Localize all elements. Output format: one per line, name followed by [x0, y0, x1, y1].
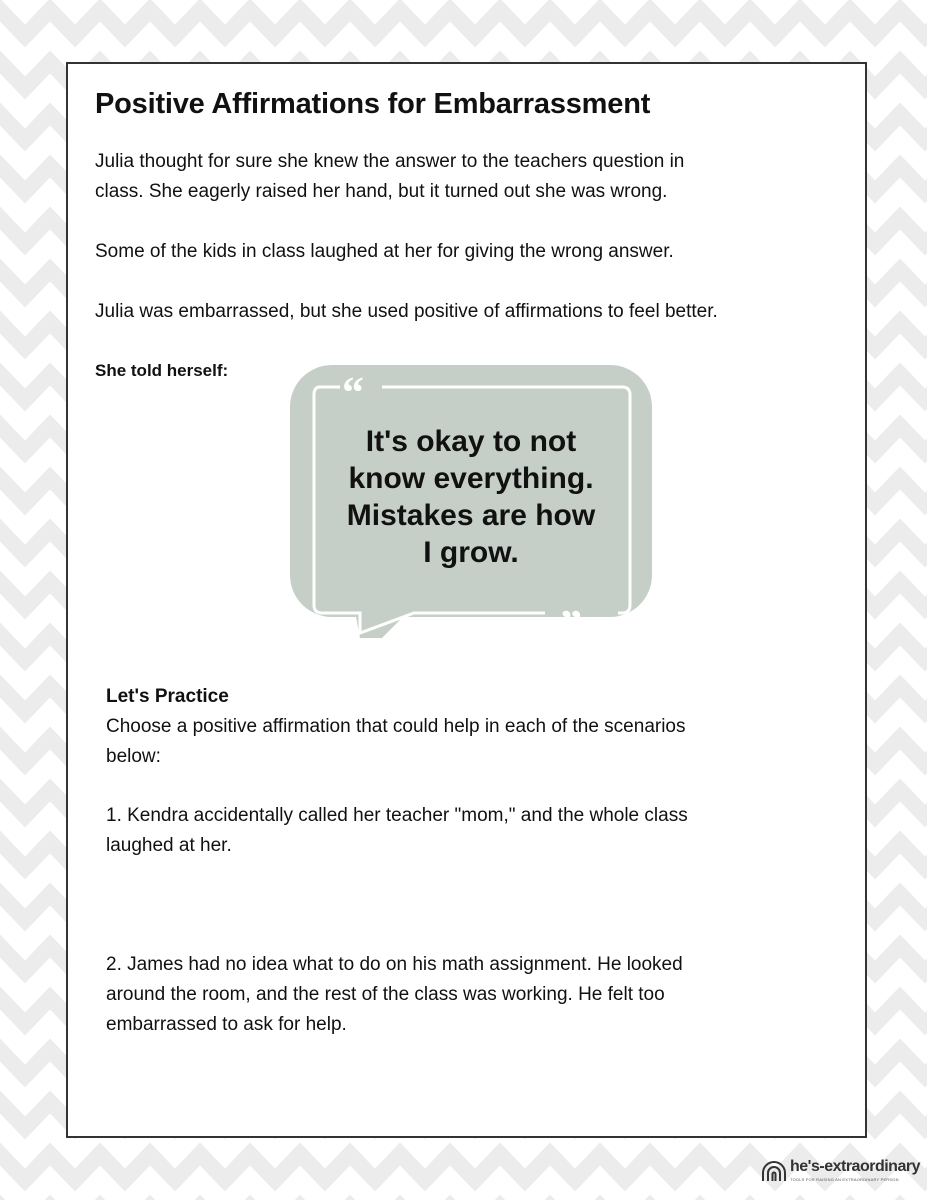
story-paragraph-1-line-2: class. She eagerly raised her hand, but it turned out she was wrong. [95, 181, 668, 202]
brand-logo [760, 1158, 920, 1188]
scenario-2-line-1: 2. James had no idea what to do on his math assignment. He looked [106, 954, 683, 975]
brand-name: he's-extraordinary [790, 1158, 920, 1175]
brand-tagline: TOOLS FOR RAISING AN EXTRAORDINARY PERSON [790, 1177, 899, 1182]
affirmation-text [290, 423, 652, 571]
practice-intro-line-1: Choose a positive affirmation that could help in each of the scenarios [106, 716, 686, 737]
scenario-1-line-2: laughed at her. [106, 835, 232, 856]
scenario-2-line-2: around the room, and the rest of the class was working. He felt too [106, 984, 665, 1005]
affirmation-line-1: It's okay to not [365, 425, 577, 458]
open-quote-icon: “ [342, 368, 364, 417]
practice-intro-line-2: below: [106, 746, 161, 767]
she-told-herself-label: She told herself: [95, 361, 229, 380]
story-paragraph-3: Julia was embarrassed, but she used positive of affirmations to feel better. [95, 301, 718, 322]
close-quote-icon: ” [560, 601, 582, 638]
story-paragraph-2: Some of the kids in class laughed at her for giving the wrong answer. [95, 241, 674, 262]
practice-heading: Let's Practice [106, 686, 229, 707]
affirmation-line-4: I grow. [423, 536, 519, 569]
scenario-2-line-3: embarrassed to ask for help. [106, 1014, 347, 1035]
affirmation-line-3: Mistakes are how [346, 499, 596, 532]
affirmation-line-2: know everything. [348, 462, 594, 495]
page-title: Positive Affirmations for Embarrassment [95, 88, 651, 120]
scenario-1-line-1: 1. Kendra accidentally called her teacher "mom," and the whole class [106, 805, 688, 826]
worksheet-page [66, 62, 867, 1138]
rainbow-icon [760, 1160, 788, 1182]
story-paragraph-1-line-1: Julia thought for sure she knew the answer to the teachers question in [95, 151, 685, 172]
affirmation-speech-bubble [290, 365, 652, 638]
